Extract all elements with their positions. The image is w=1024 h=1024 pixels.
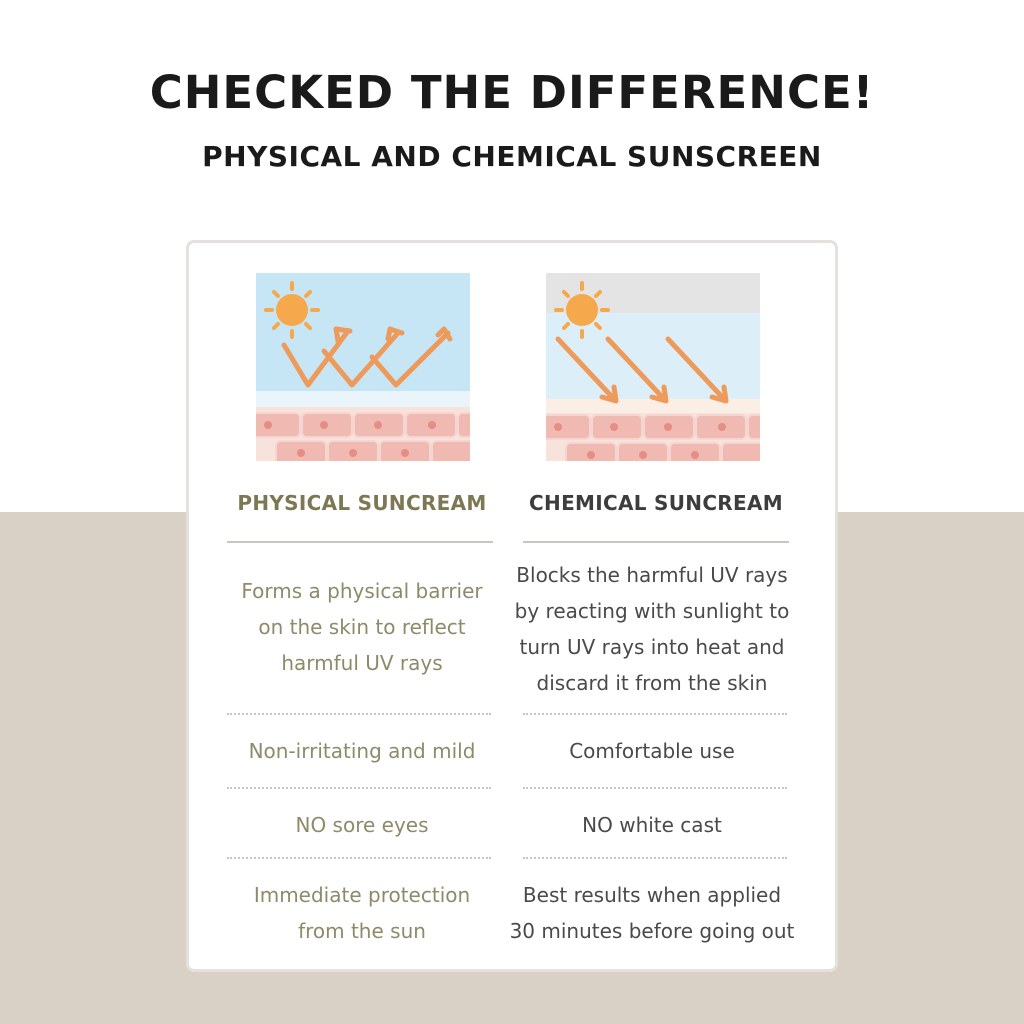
chemical-heading: CHEMICAL SUNCREAM — [529, 491, 783, 515]
physical-row-mild: Non-irritating and mild — [248, 739, 476, 763]
sun-absorption-illustration — [546, 273, 760, 461]
row-divider — [523, 713, 787, 715]
sun-reflection-illustration — [256, 273, 470, 461]
physical-row-barrier: Forms a physical barrier on the skin to reflect harmful UV rays — [241, 579, 483, 675]
physical-heading: PHYSICAL SUNCREAM — [237, 491, 487, 515]
row-divider — [227, 857, 491, 859]
physical-row-eyes: NO sore eyes — [295, 813, 429, 837]
row-divider — [227, 713, 491, 715]
comparison-card — [186, 240, 838, 972]
physical-heading-divider — [227, 541, 493, 543]
row-divider — [523, 787, 787, 789]
chemical-row-white-cast: NO white cast — [582, 813, 722, 837]
chemical-row-comfortable: Comfortable use — [569, 739, 735, 763]
row-divider — [227, 787, 491, 789]
page-subtitle: PHYSICAL AND CHEMICAL SUNSCREEN — [202, 140, 822, 173]
physical-row-immediate: Immediate protection from the sun — [253, 883, 471, 943]
chemical-heading-divider — [523, 541, 789, 543]
chemical-row-reacting: Blocks the harmful UV rays by reacting with sunlight to turn UV rays into heat and discard it from the skin — [514, 563, 790, 695]
page-title: CHECKED THE DIFFERENCE! — [149, 66, 875, 119]
chemical-row-timing: Best results when applied 30 minutes before going out — [509, 883, 795, 943]
row-divider — [523, 857, 787, 859]
